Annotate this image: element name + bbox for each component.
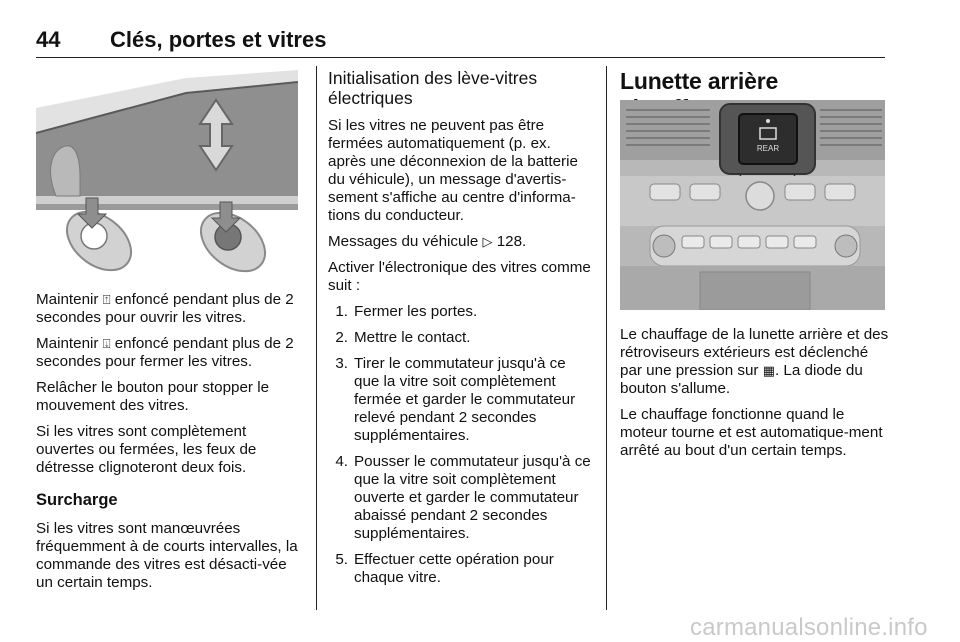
text: 128. [492, 233, 527, 250]
window-open-icon: ⍐ [102, 292, 111, 307]
step-text: Fermer les portes. [354, 303, 478, 320]
column-divider-2 [606, 66, 607, 610]
rear-button-label: REAR [756, 144, 780, 153]
step-text: Tirer le commutateur jusqu'à ce que la vitre soit complètement fermée et garder le commutateur relevé pendant 2 secondes supplémentaires. [354, 355, 576, 444]
middle-column [328, 68, 592, 595]
hazard-lights-text: Si les vitres sont complètement ouvertes ou fermées, les feux de détresse clignoteront deux fois. [36, 423, 257, 476]
open-windows-text [36, 291, 300, 327]
list-item [328, 329, 592, 347]
step-text: Mettre le contact. [354, 329, 471, 346]
step-text: Effectuer cette opération pour chaque vitre. [354, 551, 554, 586]
step-number: 5. [335, 551, 348, 568]
chapter-title: Clés, portes et vitres [110, 27, 327, 52]
watermark: carmanualsonline.info [690, 614, 928, 641]
step-number: 4. [335, 453, 348, 470]
rear-window-heating-heading: Lunette arrière [620, 68, 779, 94]
step-number: 1. [335, 303, 348, 320]
vehicle-messages-ref [328, 233, 592, 251]
rear-heating-activation-text [620, 326, 890, 398]
list-item [328, 303, 592, 321]
release-button-text: Relâcher le bouton pour stopper le mouvement des vitres. [36, 379, 270, 414]
initialisation-intro: Si les vitres ne peuvent pas être fermées automatiquement (p. ex. après une déconnexion de la batterie du véhicule), un message d'avertis-sement s'affiche au centre d'informa-tions du conducteur. [328, 117, 578, 224]
text: . La diode du bouton s'allume. [620, 362, 863, 397]
left-column [36, 291, 300, 600]
rear-window-heating-icon: ▦ [762, 363, 775, 378]
activation-intro: Activer l'électronique des vitres comme suit : [328, 259, 591, 294]
column-divider-1 [316, 66, 317, 610]
text: Maintenir [36, 335, 103, 352]
close-windows-text [36, 335, 300, 371]
list-item [328, 453, 592, 543]
overload-text: Si les vitres sont manœuvrées fréquemment à de courts intervalles, la commande des vitres est désacti-vée un certain temps. [36, 520, 298, 591]
rear-heating-operation-text: Le chauffage fonctionne quand le moteur tourne et est automatique-ment arrêté au bout d'un certain temps. [620, 406, 883, 459]
activation-steps [328, 303, 592, 587]
text: Maintenir [36, 291, 103, 308]
dashboard-rear-button-illustration [620, 100, 885, 310]
step-text: Pousser le commutateur jusqu'à ce que la vitre soit complètement ouverte et garder le commutateur abaissé pendant 2 secondes supplémentaires. [354, 453, 591, 542]
step-number: 3. [335, 355, 348, 372]
window-close-icon: ⍗ [102, 336, 111, 351]
text: enfoncé pendant plus de 2 secondes pour fermer les vitres. [36, 335, 294, 370]
text: enfoncé pendant plus de 2 secondes pour ouvrir les vitres. [36, 291, 294, 326]
page-reference-arrow-icon: ▷ [482, 234, 493, 249]
list-item [328, 551, 592, 587]
list-item [328, 355, 592, 445]
page-number: 44 [36, 27, 61, 52]
step-number: 2. [335, 329, 348, 346]
right-column [620, 326, 890, 468]
header-rule [36, 57, 885, 58]
overload-heading: Surcharge [36, 491, 118, 509]
text: Le chauffage de la lunette arrière et des rétroviseurs extérieurs est déclenché par une pression sur [620, 326, 889, 379]
initialisation-heading: Initialisation des lève-vitres électriques [328, 68, 538, 108]
text: Messages du véhicule [328, 233, 483, 250]
window-keyfob-illustration [36, 68, 298, 276]
